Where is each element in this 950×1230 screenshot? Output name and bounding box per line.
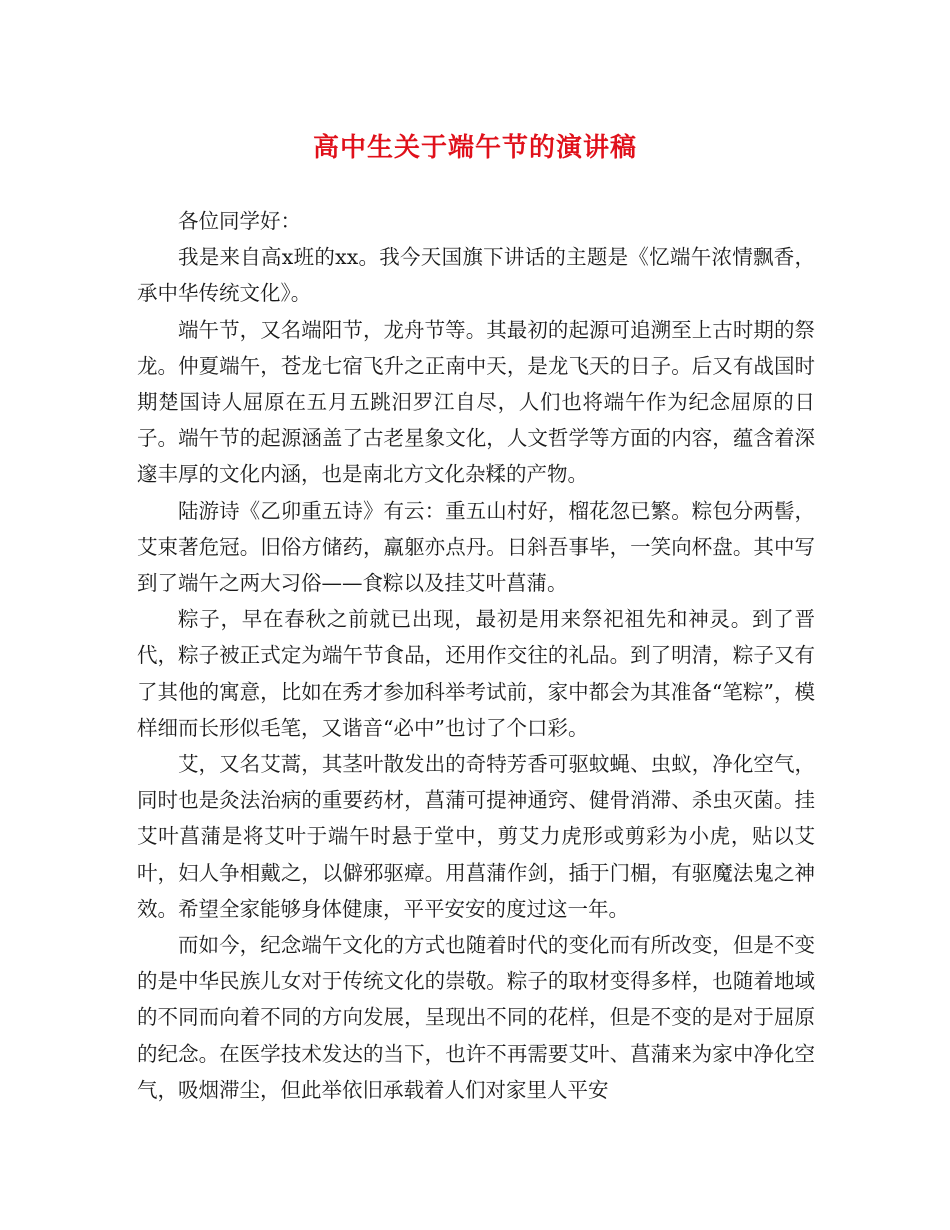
paragraph-today: 而如今，纪念端午文化的方式也随着时代的变化而有所改变，但是不变的是中华民族儿女对于传统文化的崇敬。粽子的取材变得多样，也随着地域的不同而向着不同的方向发展，呈现出不同的花样，但是不变的是对于屈原的纪念。在医学技术发达的当下，也许不再需要艾叶、菖蒲来为家中净化空气，吸烟滞尘，但此举依旧承载着人们对家里人平安 [137, 933, 815, 1102]
paragraph-greeting: 各位同学好： [178, 209, 301, 233]
paragraph-zongzi: 粽子，早在春秋之前就已出现，最初是用来祭祀祖先和神灵。到了晋代，粽子被正式定为端午节食品，还用作交往的礼品。到了明清，粽子又有了其他的寓意，比如在秀才参加科举考试前，家中都会为其准备“笔粽”，模样细而长形似毛笔，又谐音“必中”也讨了个口彩。 [137, 607, 815, 740]
paragraph-mugwort: 艾，又名艾蒿，其茎叶散发出的奇特芳香可驱蚊蝇、虫蚁，净化空气，同时也是灸法治病的重要药材，菖蒲可提神通窍、健骨消滞、杀虫灭菌。挂艾叶菖蒲是将艾叶于端午时悬于堂中，剪艾力虎形或剪彩为小虎，贴以艾叶，妇人争相戴之，以僻邪驱瘴。用菖蒲作剑，插于门楣，有驱魔法鬼之神效。希望全家能够身体健康，平平安安的度过这一年。 [137, 752, 815, 921]
paragraph-poem: 陆游诗《乙卯重五诗》有云：重五山村好，榴花忽已繁。粽包分两髻，艾束著危冠。旧俗方储药，羸躯亦点丹。日斜吾事毕，一笑向杯盘。其中写到了端午之两大习俗——食粽以及挂艾叶菖蒲。 [137, 498, 815, 596]
document-title: 高中生关于端午节的演讲稿 [312, 133, 637, 163]
paragraph-origin: 端午节，又名端阳节，龙舟节等。其最初的起源可追溯至上古时期的祭龙。仲夏端午，苍龙七宿飞升之正南中天，是龙飞天的日子。后又有战国时期楚国诗人屈原在五月五跳汨罗江自尽，人们也将端午作为纪念屈原的日子。端午节的起源涵盖了古老星象文化，人文哲学等方面的内容，蕴含着深邃丰厚的文化内涵，也是南北方文化杂糅的产物。 [137, 317, 815, 487]
document-body [137, 203, 815, 1108]
paragraph-intro: 我是来自高x班的xx。我今天国旗下讲话的主题是《忆端午浓情飘香，承中华传统文化》。 [137, 245, 815, 306]
